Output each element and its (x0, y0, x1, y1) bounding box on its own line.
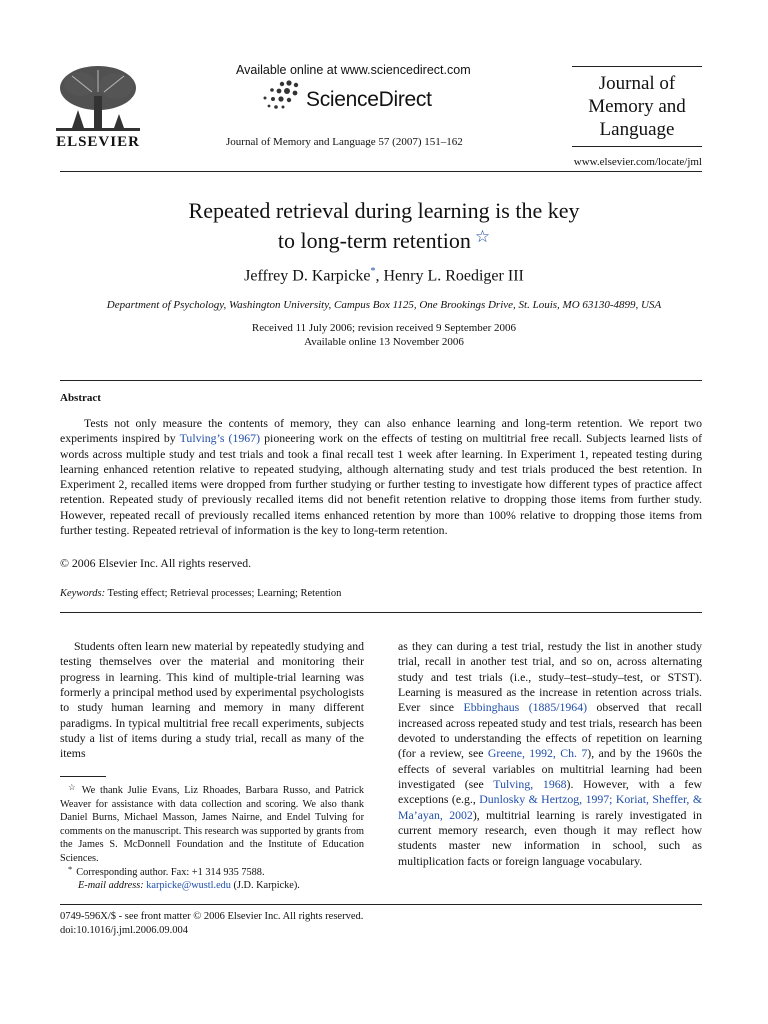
body-text-part: as they can during a test trial, restudy the list in another study trial, recall in another test trial, and so on, across alternating study and test trials (i.e., study–test–study–test, or STST). Learning is measured as the increase in retention across trials. Ever since (398, 639, 702, 715)
body-text-part: observed that recall increased across repeated study and test trials, research has been devoted to understanding the effects of repetition on learning (for a review, see (398, 700, 702, 761)
doi-line: doi:10.1016/j.jml.2006.09.004 (60, 925, 189, 936)
abstract-copyright: © 2006 Elsevier Inc. All rights reserved. (60, 556, 252, 570)
journal-title-line: Language (599, 119, 675, 140)
footnote-asterisk-mark: * (68, 863, 73, 874)
footnote-text: We thank Julie Evans, Liz Rhoades, Barbara Russo, and Patrick Weaver for assistance with data collection and scoring. We also thank Daniel Burns, Michael Masson, James Nairne, and Endel Tulving for comments on the manuscript. This research was supported by grants from the James S. McDonnell Foundation and the Institute of Education Sciences. (60, 785, 364, 864)
author-list (60, 266, 708, 285)
front-matter-divider (60, 904, 702, 905)
corresponding-author-mark[interactable]: * (370, 266, 376, 277)
body-right-column (398, 639, 702, 869)
corresponding-footnote (60, 863, 364, 880)
abstract-text-part: pioneering work on the effects of testing on multitrial free recall. Subjects learned lists of words across multiple study and test trials and took a final recall test 1 week after learning. In Experiment 1, repeated testing during learning enhanced retention relative to repeated studying, although alternating study and test trials produced the best retention. In Experiment 2, recalled items were dropped from further studying or further testing to investigate how different types of practice affect retention. Repeated study of previously recalled items did not benefit retention relative to dropping those items from further study. However, repeated recall of previously recalled items enhanced retention by more than 100% relative to dropping those items from further testing. Repeated retrieval of information is the key to long-term retention. (60, 431, 702, 538)
abstract-text-part: Tests not only measure the contents of memory, they can also enhance learning and long-term retention. We report two experiments inspired by (60, 416, 702, 446)
issn-line: 0749-596X/$ - see front matter © 2006 Elsevier Inc. All rights reserved. (60, 911, 364, 922)
abstract-heading: Abstract (60, 392, 101, 404)
sciencedirect-dots-icon (258, 78, 304, 114)
footnote-divider (60, 776, 106, 777)
footnote-star-mark: ☆ (68, 782, 78, 792)
keywords-text: Testing effect; Retrieval processes; Learning; Retention (107, 588, 342, 599)
abstract-top-divider (60, 380, 702, 381)
body-paragraph: Students often learn new material by repeatedly studying and testing themselves over the material and monitoring their progress in learning. This kind of multiple-trial learning was formerly a principal method used by experimental psychologists to study human learning and memory in many different paradigms. In typical multitrial free recall experiments, subjects study a list of items during a study trial, recall as many of the items (60, 639, 364, 761)
journal-title-line: Journal of (598, 73, 676, 94)
received-dates: Received 11 July 2006; revision received 9 September 2006 (251, 322, 517, 334)
masthead-divider (60, 171, 702, 172)
front-matter (60, 910, 363, 938)
online-date: Available online 13 November 2006 (304, 336, 464, 348)
journal-citation: Journal of Memory and Language 57 (2007) 151–162 (226, 136, 463, 148)
email-footnote (60, 879, 364, 893)
author-separator: , (375, 267, 384, 285)
citation-link[interactable]: Tulving’s (1967) (179, 431, 261, 446)
body-text-part: ), and by the 1960s the effects of several variables on multitrial learning had been investigated (see (398, 746, 702, 792)
email-label: E-mail address: (78, 880, 144, 892)
email-link[interactable]: karpicke@wustl.edu (146, 880, 231, 892)
sciencedirect-wordmark: ScienceDirect (306, 88, 432, 111)
acknowledgement-footnote (60, 784, 364, 866)
email-suffix: (J.D. Karpicke). (230, 880, 300, 892)
citation-link[interactable]: Dunlosky & Hertzog, 1997; Koriat, Sheffer, & Ma’ayan, 2002 (398, 792, 703, 822)
citation-link[interactable]: Tulving, 1968 (493, 777, 567, 792)
author-roediger: Henry L. Roediger III (383, 267, 524, 285)
title-footnote-star[interactable]: ☆ (474, 227, 491, 246)
citation-link[interactable]: Greene, 1992, Ch. 7 (487, 746, 588, 761)
body-text-part: ), multitrial learning is rarely investigated in current memory research, even though it may reflect how students master new information in school, such as multiplication facts or foreign language vocabulary. (398, 807, 702, 868)
author-karpicke: Jeffrey D. Karpicke (244, 267, 371, 285)
affiliation: Department of Psychology, Washington University, Campus Box 1125, One Brookings Drive, St. Louis, MO 63130-4899, USA (106, 299, 662, 311)
journal-title-line: Memory and (588, 96, 686, 117)
keywords-line (60, 588, 341, 599)
publisher-name: ELSEVIER (56, 134, 140, 150)
abstract-text (60, 416, 702, 538)
footnote-text: Corresponding author. Fax: +1 314 935 7588. (76, 866, 265, 878)
article-title (60, 198, 708, 254)
body-left-column (60, 639, 364, 762)
citation-link[interactable]: Ebbinghaus (1885/1964) (463, 700, 588, 715)
available-online-line: Available online at www.sciencedirect.com (236, 63, 471, 77)
footnotes (60, 784, 364, 893)
keywords-label: Keywords: (60, 588, 106, 599)
article-dates (60, 321, 708, 349)
abstract-bottom-divider (60, 612, 702, 613)
journal-url[interactable]: www.elsevier.com/locate/jml (573, 156, 702, 168)
title-line-2: to long-term retention (277, 228, 471, 253)
body-text-part: ). However, with a few exceptions (e.g., (398, 777, 702, 807)
title-line-1: Repeated retrieval during learning is the key (188, 198, 580, 223)
journal-title-box (572, 66, 702, 147)
